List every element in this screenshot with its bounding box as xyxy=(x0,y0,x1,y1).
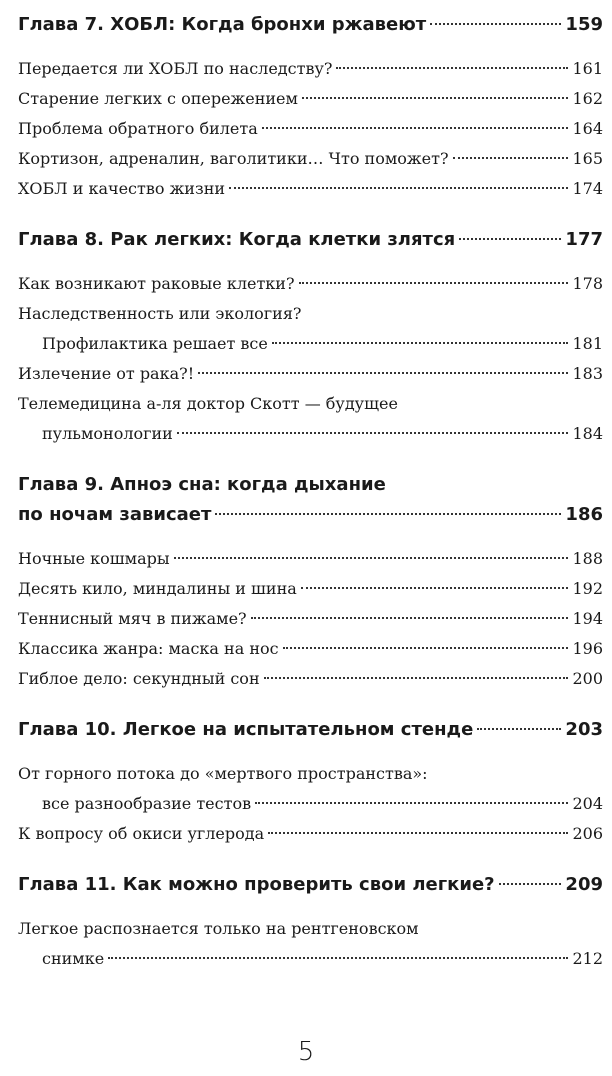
entry-title: Гиблое дело: секундный сон xyxy=(18,669,260,688)
page-ref: 188 xyxy=(572,549,603,568)
toc-entry[interactable] xyxy=(18,634,603,664)
dot-leader xyxy=(477,728,561,730)
entry-title: Передается ли ХОБЛ по наследству? xyxy=(18,59,333,78)
entry-title: К вопросу об окиси углерода xyxy=(18,824,265,843)
entry-title: Классика жанра: маска на нос xyxy=(18,639,279,658)
entry-title-line-1: От горного потока до «мертвого пространства»: xyxy=(18,764,428,783)
page-ref: 186 xyxy=(565,504,603,525)
toc-entry[interactable] xyxy=(18,419,603,449)
dot-leader xyxy=(177,432,569,434)
entry-title-line-2: снимке xyxy=(42,949,105,968)
toc-entry[interactable] xyxy=(18,544,603,574)
page-ref: 203 xyxy=(565,719,603,740)
entry-title: ХОБЛ и качество жизни xyxy=(18,179,226,198)
dot-leader xyxy=(215,513,561,515)
toc-entry[interactable] xyxy=(18,144,603,174)
toc-chapter-8[interactable] xyxy=(18,225,603,255)
entry-title-line-1: Наследственность или экология? xyxy=(18,304,302,323)
dot-leader xyxy=(336,67,568,69)
toc-entry[interactable] xyxy=(18,789,603,819)
toc-entry[interactable] xyxy=(18,574,603,604)
page-ref: 184 xyxy=(572,424,603,443)
dot-leader xyxy=(459,238,561,240)
dot-leader xyxy=(264,677,569,679)
dot-leader xyxy=(251,617,569,619)
entry-title: Ночные кошмары xyxy=(18,549,170,568)
chapter-title-line-2: по ночам зависает xyxy=(18,504,212,525)
toc-chapter-11[interactable] xyxy=(18,870,603,900)
entry-title-line-2: пульмонологии xyxy=(42,424,173,443)
page-ref: 162 xyxy=(572,89,603,108)
page-ref: 196 xyxy=(572,639,603,658)
page-ref: 181 xyxy=(572,334,603,353)
entry-title-line-2: Профилактика решает все xyxy=(42,334,268,353)
dot-leader xyxy=(272,342,569,344)
chapter-title: Глава 8. Рак легких: Когда клетки злятся xyxy=(18,229,456,250)
dot-leader xyxy=(430,23,561,25)
toc-entry[interactable] xyxy=(18,819,603,849)
page-ref: 159 xyxy=(565,14,603,35)
toc-entry[interactable] xyxy=(18,664,603,694)
entry-title: Проблема обратного билета xyxy=(18,119,258,138)
entry-title-line-1: Легкое распознается только на рентгеновском xyxy=(18,919,419,938)
dot-leader xyxy=(262,127,569,129)
entry-title: Как возникают раковые клетки? xyxy=(18,274,295,293)
page-ref: 212 xyxy=(572,949,603,968)
toc-entry[interactable] xyxy=(18,84,603,114)
dot-leader xyxy=(453,157,569,159)
chapter-title: Глава 10. Легкое на испытательном стенде xyxy=(18,719,474,740)
chapter-title-line-1: Глава 9. Апноэ сна: когда дыхание xyxy=(18,474,386,495)
page-ref: 206 xyxy=(572,824,603,843)
entry-title-line-1: Телемедицина а-ля доктор Скотт — будущее xyxy=(18,394,398,413)
dot-leader xyxy=(301,587,569,589)
page-ref: 177 xyxy=(565,229,603,250)
chapter-title: Глава 11. Как можно проверить свои легкие? xyxy=(18,874,495,895)
toc-entry[interactable] xyxy=(18,944,603,974)
page-number: 5 xyxy=(297,1037,315,1067)
dot-leader xyxy=(198,372,568,374)
entry-title-line-2: все разнообразие тестов xyxy=(42,794,252,813)
chapter-title: Глава 7. ХОБЛ: Когда бронхи ржавеют xyxy=(18,14,427,35)
dot-leader xyxy=(268,832,568,834)
toc-entry[interactable] xyxy=(18,114,603,144)
page-ref: 200 xyxy=(572,669,603,688)
dot-leader xyxy=(302,97,568,99)
toc-entry[interactable] xyxy=(18,54,603,84)
page-ref: 194 xyxy=(572,609,603,628)
dot-leader xyxy=(499,883,562,885)
table-of-contents xyxy=(18,10,603,974)
page-ref: 183 xyxy=(572,364,603,383)
toc-chapter-10[interactable] xyxy=(18,715,603,745)
toc-entry[interactable] xyxy=(18,269,603,299)
page-ref: 161 xyxy=(572,59,603,78)
dot-leader xyxy=(283,647,569,649)
page-ref: 204 xyxy=(572,794,603,813)
toc-entry[interactable] xyxy=(18,604,603,634)
entry-title: Старение легких с опережением xyxy=(18,89,298,108)
toc-entry[interactable] xyxy=(18,174,603,204)
toc-chapter-7[interactable] xyxy=(18,10,603,40)
entry-title: Десять кило, миндалины и шина xyxy=(18,579,297,598)
toc-entry[interactable] xyxy=(18,359,603,389)
entry-title: Теннисный мяч в пижаме? xyxy=(18,609,247,628)
page-ref: 192 xyxy=(572,579,603,598)
dot-leader xyxy=(255,802,568,804)
toc-entry[interactable] xyxy=(18,329,603,359)
entry-title: Излечение от рака?! xyxy=(18,364,195,383)
page-ref: 209 xyxy=(565,874,603,895)
page-ref: 164 xyxy=(572,119,603,138)
page-ref: 165 xyxy=(572,149,603,168)
dot-leader xyxy=(229,187,568,189)
page-ref: 174 xyxy=(572,179,603,198)
toc-chapter-9[interactable] xyxy=(18,500,603,530)
dot-leader xyxy=(108,957,568,959)
page-ref: 178 xyxy=(572,274,603,293)
dot-leader xyxy=(174,557,569,559)
entry-title: Кортизон, адреналин, ваголитики… Что поможет? xyxy=(18,149,449,168)
dot-leader xyxy=(299,282,569,284)
